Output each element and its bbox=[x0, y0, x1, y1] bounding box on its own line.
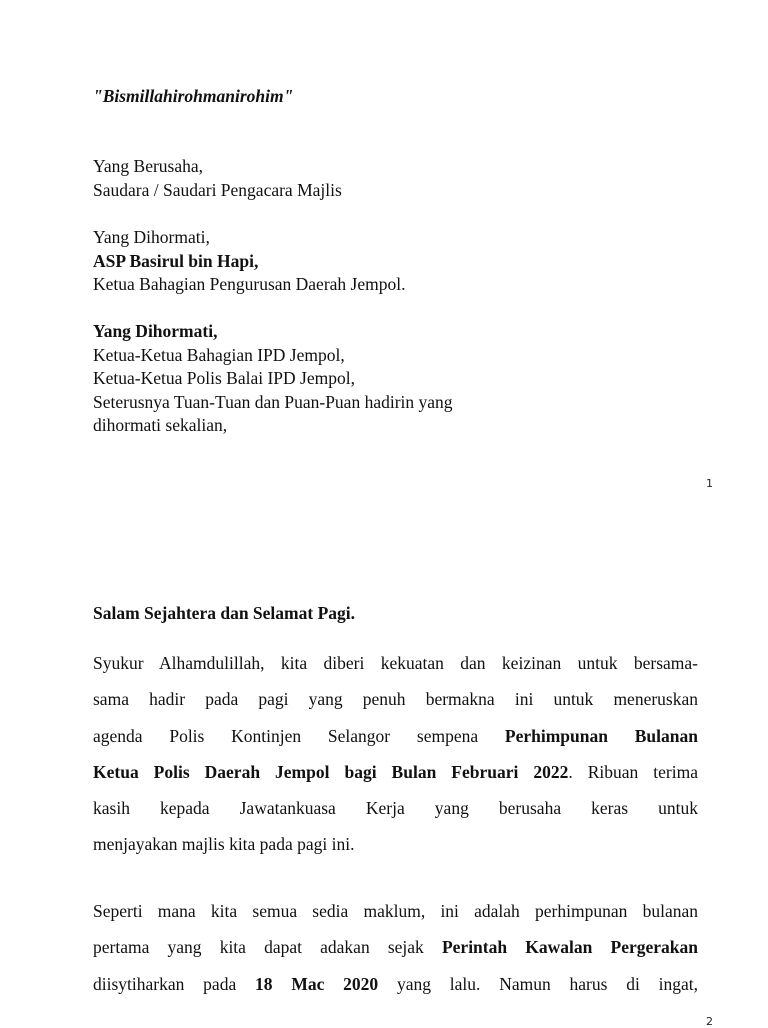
mco-bold: Perintah Kawalan Pergerakan bbox=[441, 937, 698, 958]
paragraph-line: sama hadir pada pagi yang penuh bermakna ini untuk meneruskan bbox=[93, 689, 698, 710]
event-name-bold: Perhimpunan Bulanan bbox=[504, 725, 698, 746]
paragraph-text: . Ribuan terima bbox=[568, 761, 698, 782]
salutation-attendees-line1: Ketua-Ketua Bahagian IPD Jempol, bbox=[93, 344, 345, 365]
paragraph-second bbox=[93, 893, 698, 1002]
date-bold: 18 Mac 2020 bbox=[255, 973, 379, 994]
paragraph-text: pertama yang kita dapat adakan sejak bbox=[93, 937, 442, 958]
salutation-attendees bbox=[93, 320, 453, 438]
paragraph-text: yang lalu. Namun harus di ingat, bbox=[378, 973, 698, 994]
paragraph-text: agenda Polis Kontinjen Selangor sempena bbox=[93, 725, 505, 746]
salutation-emcee bbox=[93, 155, 342, 202]
salutation-attendees-line2: Ketua-Ketua Polis Balai IPD Jempol, bbox=[93, 368, 355, 388]
paragraph-line: menjayakan majlis kita pada pagi ini. bbox=[93, 834, 355, 855]
paragraph-line: kasih kepada Jawatankuasa Kerja yang berusaha keras untuk bbox=[93, 798, 698, 819]
salutation-attendees-heading: Yang Dihormati, bbox=[93, 321, 218, 341]
document-page-1 bbox=[0, 0, 768, 510]
greeting-heading: Salam Sejahtera dan Selamat Pagi. bbox=[93, 603, 356, 623]
paragraph-line bbox=[93, 754, 698, 790]
bismillah-heading: "Bismillahirohmanirohim" bbox=[93, 86, 294, 106]
paragraph-line: Syukur Alhamdulillah, kita diberi kekuatan dan keizinan untuk bersama- bbox=[93, 653, 698, 673]
event-name-bold: Ketua Polis Daerah Jempol bagi Bulan Februari 2022 bbox=[93, 761, 569, 782]
paragraph-opening bbox=[93, 645, 698, 863]
guest-position: Ketua Bahagian Pengurusan Daerah Jempol. bbox=[93, 274, 406, 294]
guest-name: ASP Basirul bin Hapi, bbox=[93, 250, 259, 271]
paragraph-line: Seperti mana kita semua sedia maklum, ini adalah perhimpunan bulanan bbox=[93, 901, 698, 921]
paragraph-line bbox=[93, 718, 698, 754]
paragraph-line bbox=[93, 929, 698, 965]
document-page-2 bbox=[0, 510, 768, 1028]
page-number: 1 bbox=[706, 477, 713, 490]
paragraph-line bbox=[93, 966, 698, 1002]
salutation-emcee-line2: Saudara / Saudari Pengacara Majlis bbox=[93, 179, 342, 200]
salutation-attendees-line3: Seterusnya Tuan-Tuan dan Puan-Puan hadirin yang bbox=[93, 391, 453, 412]
page-number: 2 bbox=[706, 1015, 713, 1028]
salutation-emcee-line1: Yang Berusaha, bbox=[93, 156, 204, 176]
salutation-guest-line1: Yang Dihormati, bbox=[93, 227, 210, 247]
paragraph-text: diisytiharkan pada bbox=[93, 973, 256, 994]
salutation-attendees-line4: dihormati sekalian, bbox=[93, 415, 228, 435]
salutation-guest-of-honour bbox=[93, 226, 405, 297]
